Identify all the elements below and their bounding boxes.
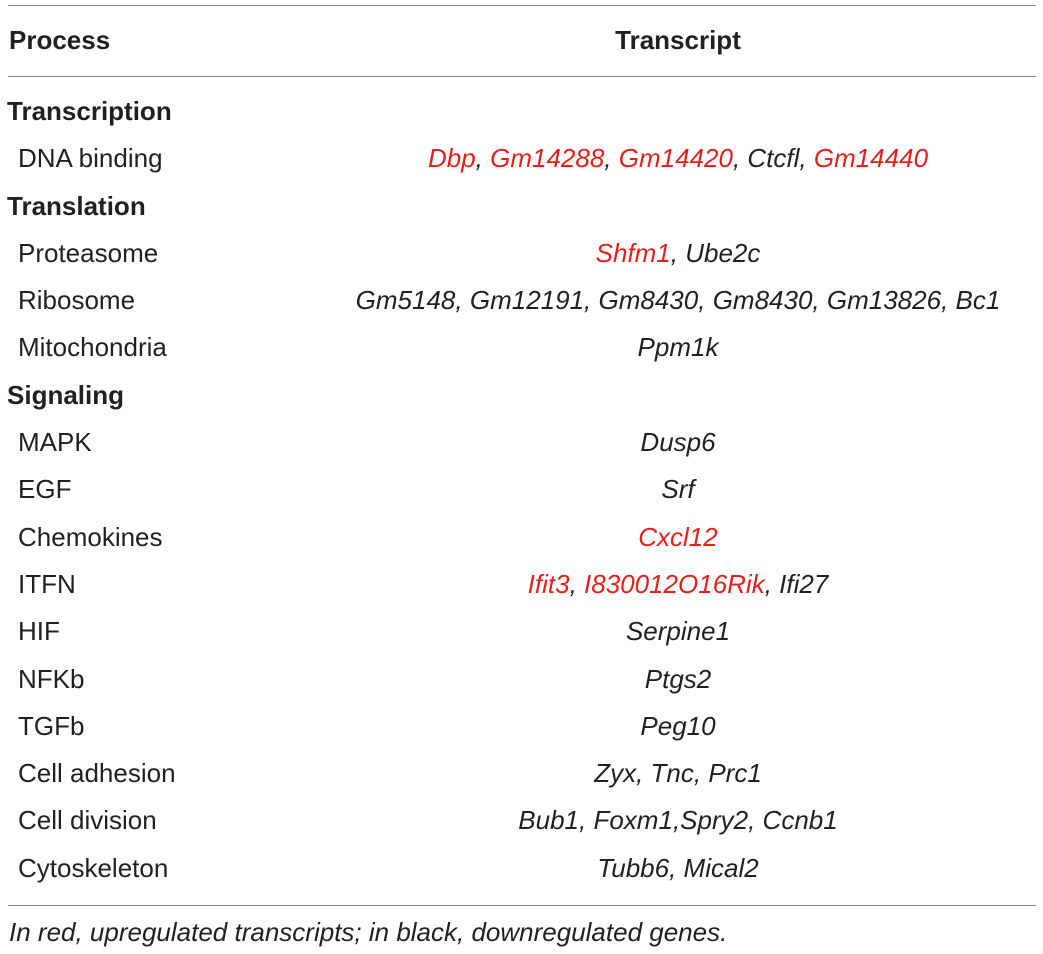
transcript-cell	[300, 750, 1043, 797]
gene-downregulated: Ppm1k	[637, 332, 719, 363]
gene-downregulated: Serpine1	[625, 616, 731, 647]
process-cell: Cytoskeleton	[18, 852, 169, 883]
transcript-cell	[300, 514, 1043, 561]
transcript-cell	[300, 419, 1043, 466]
gene-downregulated: Spry2	[680, 805, 749, 836]
table-row	[0, 608, 1043, 655]
bottom-rule	[8, 905, 1036, 906]
gene-separator: ,	[941, 285, 956, 316]
table-row	[0, 324, 1043, 371]
transcript-cell	[300, 656, 1043, 703]
gene-separator: ,	[812, 285, 827, 316]
gene-upregulated: Shfm1	[595, 237, 671, 268]
gene-downregulated: Gm5148	[355, 285, 456, 316]
gene-upregulated: Gm14420	[618, 143, 733, 174]
process-cell: DNA binding	[18, 143, 163, 174]
gene-separator: ,	[732, 143, 748, 174]
section-label: Signaling	[7, 379, 124, 410]
process-cell: Cell division	[18, 805, 157, 836]
table-row	[0, 561, 1043, 608]
gene-downregulated: Ptgs2	[644, 663, 712, 694]
gene-downregulated: Ifi27	[779, 568, 829, 599]
process-cell: Ribosome	[18, 285, 136, 316]
gene-separator: ,	[764, 568, 780, 599]
transcript-cell	[300, 703, 1043, 750]
gene-separator: ,	[669, 852, 684, 883]
process-cell: Mitochondria	[18, 332, 167, 363]
section-label: Transcription	[7, 96, 172, 126]
gene-downregulated: Gm8430	[598, 285, 699, 316]
process-cell: NFKb	[18, 663, 85, 694]
table-row	[0, 135, 1043, 182]
table-row	[0, 656, 1043, 703]
gene-downregulated: Foxm1	[593, 805, 673, 836]
gene-downregulated: Gm12191	[469, 285, 585, 316]
table-row	[0, 703, 1043, 750]
gene-downregulated: Tnc	[650, 758, 694, 789]
gene-upregulated: Ifit3	[527, 568, 570, 599]
gene-upregulated: Gm14440	[813, 143, 929, 174]
gene-downregulated: Srf	[661, 474, 695, 505]
gene-downregulated: Bub1	[518, 805, 580, 836]
gene-downregulated: Dusp6	[640, 427, 716, 458]
gene-upregulated: Gm14288	[490, 143, 605, 174]
table-row	[0, 419, 1043, 466]
section-row	[0, 183, 1043, 230]
gene-upregulated: Cxcl12	[638, 521, 718, 552]
gene-separator: ,	[670, 237, 686, 268]
gene-downregulated: Ccnb1	[762, 805, 838, 836]
section-row	[0, 372, 1043, 419]
gene-downregulated: Gm8430	[712, 285, 813, 316]
process-cell: HIF	[18, 616, 60, 647]
process-cell: EGF	[18, 474, 72, 505]
section-label: Translation	[7, 190, 146, 221]
table-row	[0, 797, 1043, 844]
process-cell: Proteasome	[18, 237, 159, 268]
transcript-cell	[300, 797, 1043, 844]
transcript-cell	[300, 608, 1043, 655]
gene-separator: ,	[584, 285, 599, 316]
process-cell: ITFN	[18, 568, 76, 599]
gene-separator: ,	[604, 143, 619, 174]
gene-separator: ,	[672, 805, 681, 836]
gene-separator: ,	[455, 285, 470, 316]
transcript-cell	[300, 466, 1043, 513]
gene-downregulated: Gm13826	[826, 285, 942, 316]
transcript-cell	[300, 324, 1043, 371]
gene-upregulated: I830012O16Rik	[584, 568, 765, 599]
process-cell: TGFb	[18, 710, 85, 741]
gene-separator: ,	[748, 805, 763, 836]
gene-downregulated: Ctcfl	[747, 143, 800, 174]
gene-separator: ,	[636, 758, 651, 789]
gene-downregulated: Tubb6	[597, 852, 670, 883]
process-cell: Chemokines	[18, 521, 163, 552]
gene-downregulated: Peg10	[640, 710, 716, 741]
table-header	[0, 19, 1043, 63]
table-row	[0, 514, 1043, 561]
transcript-cell	[300, 845, 1043, 892]
header-transcript: Transcript	[615, 25, 741, 55]
top-rule	[8, 5, 1036, 6]
table-body	[0, 88, 1043, 892]
transcript-cell	[300, 230, 1043, 277]
gene-downregulated: Bc1	[955, 285, 1001, 316]
process-cell: MAPK	[18, 427, 92, 458]
gene-downregulated: Prc1	[708, 758, 762, 789]
header-rule	[8, 76, 1036, 77]
table-row	[0, 750, 1043, 797]
gene-downregulated: Ube2c	[685, 237, 761, 268]
table-row	[0, 845, 1043, 892]
transcript-cell	[300, 135, 1043, 182]
transcript-cell	[300, 277, 1043, 324]
gene-separator: ,	[693, 758, 709, 789]
process-cell: Cell adhesion	[18, 758, 176, 789]
gene-downregulated: Mical2	[683, 852, 759, 883]
gene-separator: ,	[569, 568, 585, 599]
gene-upregulated: Dbp	[427, 143, 476, 174]
gene-separator: ,	[475, 143, 491, 174]
gene-separator: ,	[579, 805, 594, 836]
table-row	[0, 230, 1043, 277]
table-row	[0, 466, 1043, 513]
transcript-cell	[300, 561, 1043, 608]
table-footnote: In red, upregulated transcripts; in black, downregulated genes.	[9, 917, 728, 947]
gene-downregulated: Zyx	[594, 758, 637, 789]
table-row	[0, 277, 1043, 324]
header-process: Process	[9, 25, 111, 55]
gene-separator: ,	[799, 143, 814, 174]
gene-separator: ,	[698, 285, 713, 316]
section-row	[0, 88, 1043, 135]
